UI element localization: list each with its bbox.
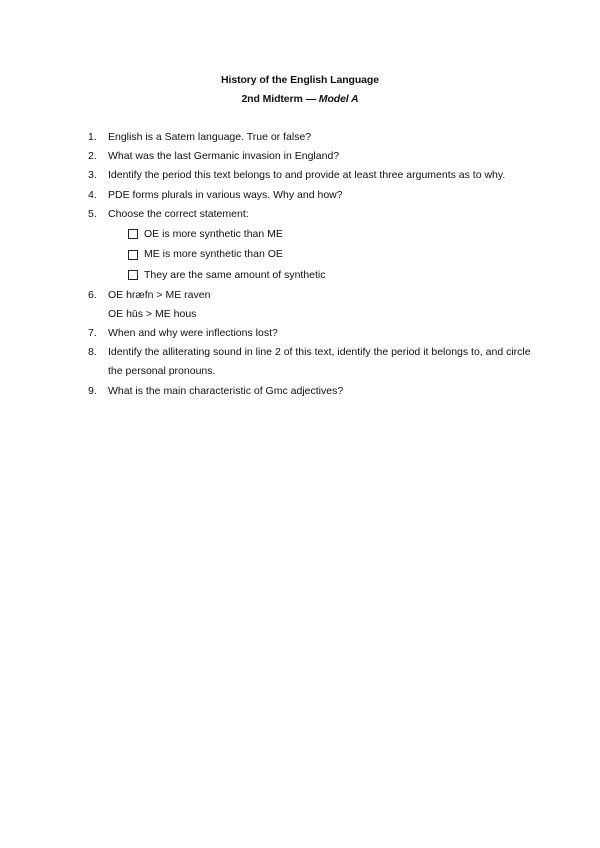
question-2 xyxy=(88,147,533,166)
choice-item xyxy=(128,224,533,245)
subtitle-prefix: 2nd Midterm — xyxy=(241,93,319,105)
question-number: 8. xyxy=(88,346,97,359)
question-1 xyxy=(88,128,533,147)
question-8 xyxy=(88,343,533,381)
question-text: Identify the alliterating sound in line 2 of this text, identify the period it belongs to, and circle the personal pronouns. xyxy=(108,346,531,378)
question-text: PDE forms plurals in various ways. Why and how? xyxy=(108,188,343,201)
question-text: Choose the correct statement: xyxy=(108,207,249,220)
question-number: 2. xyxy=(88,150,97,163)
question-4 xyxy=(88,186,533,205)
question-number: 6. xyxy=(88,288,97,301)
question-text: What was the last Germanic invasion in England? xyxy=(108,150,340,163)
question-number: 5. xyxy=(88,207,97,220)
checkbox-icon xyxy=(128,250,138,260)
question-text: English is a Satem language. True or false? xyxy=(108,131,312,143)
question-5 xyxy=(88,205,533,286)
choice-item xyxy=(128,265,533,286)
question-number: 3. xyxy=(88,169,97,182)
choice-label: ME is more synthetic than OE xyxy=(144,248,283,261)
choice-label: They are the same amount of synthetic xyxy=(144,268,326,281)
document-title: History of the English Language xyxy=(221,74,379,86)
question-6 xyxy=(88,286,533,324)
question-text: What is the main characteristic of Gmc adjectives? xyxy=(108,384,344,397)
question-text: When and why were inflections lost? xyxy=(108,326,278,339)
question-text-line-2: OE hūs > ME hous xyxy=(108,307,197,320)
choice-label: OE is more synthetic than ME xyxy=(144,227,283,240)
choice-item xyxy=(128,245,533,266)
question-number: 9. xyxy=(88,384,97,397)
choice-list xyxy=(108,224,533,286)
question-3 xyxy=(88,166,533,185)
question-9 xyxy=(88,382,533,401)
document-header xyxy=(0,71,600,109)
question-text-line-1: OE hræfn > ME raven xyxy=(108,288,211,301)
question-number: 4. xyxy=(88,188,97,201)
question-list xyxy=(88,128,533,401)
model-label: Model A xyxy=(318,93,359,105)
question-number: 1. xyxy=(88,131,97,143)
question-7 xyxy=(88,324,533,343)
checkbox-icon xyxy=(128,270,138,280)
question-text: Identify the period this text belongs to and provide at least three arguments as to why. xyxy=(108,169,506,182)
checkbox-icon xyxy=(128,229,138,239)
document-subtitle xyxy=(0,90,600,109)
question-number: 7. xyxy=(88,326,97,339)
